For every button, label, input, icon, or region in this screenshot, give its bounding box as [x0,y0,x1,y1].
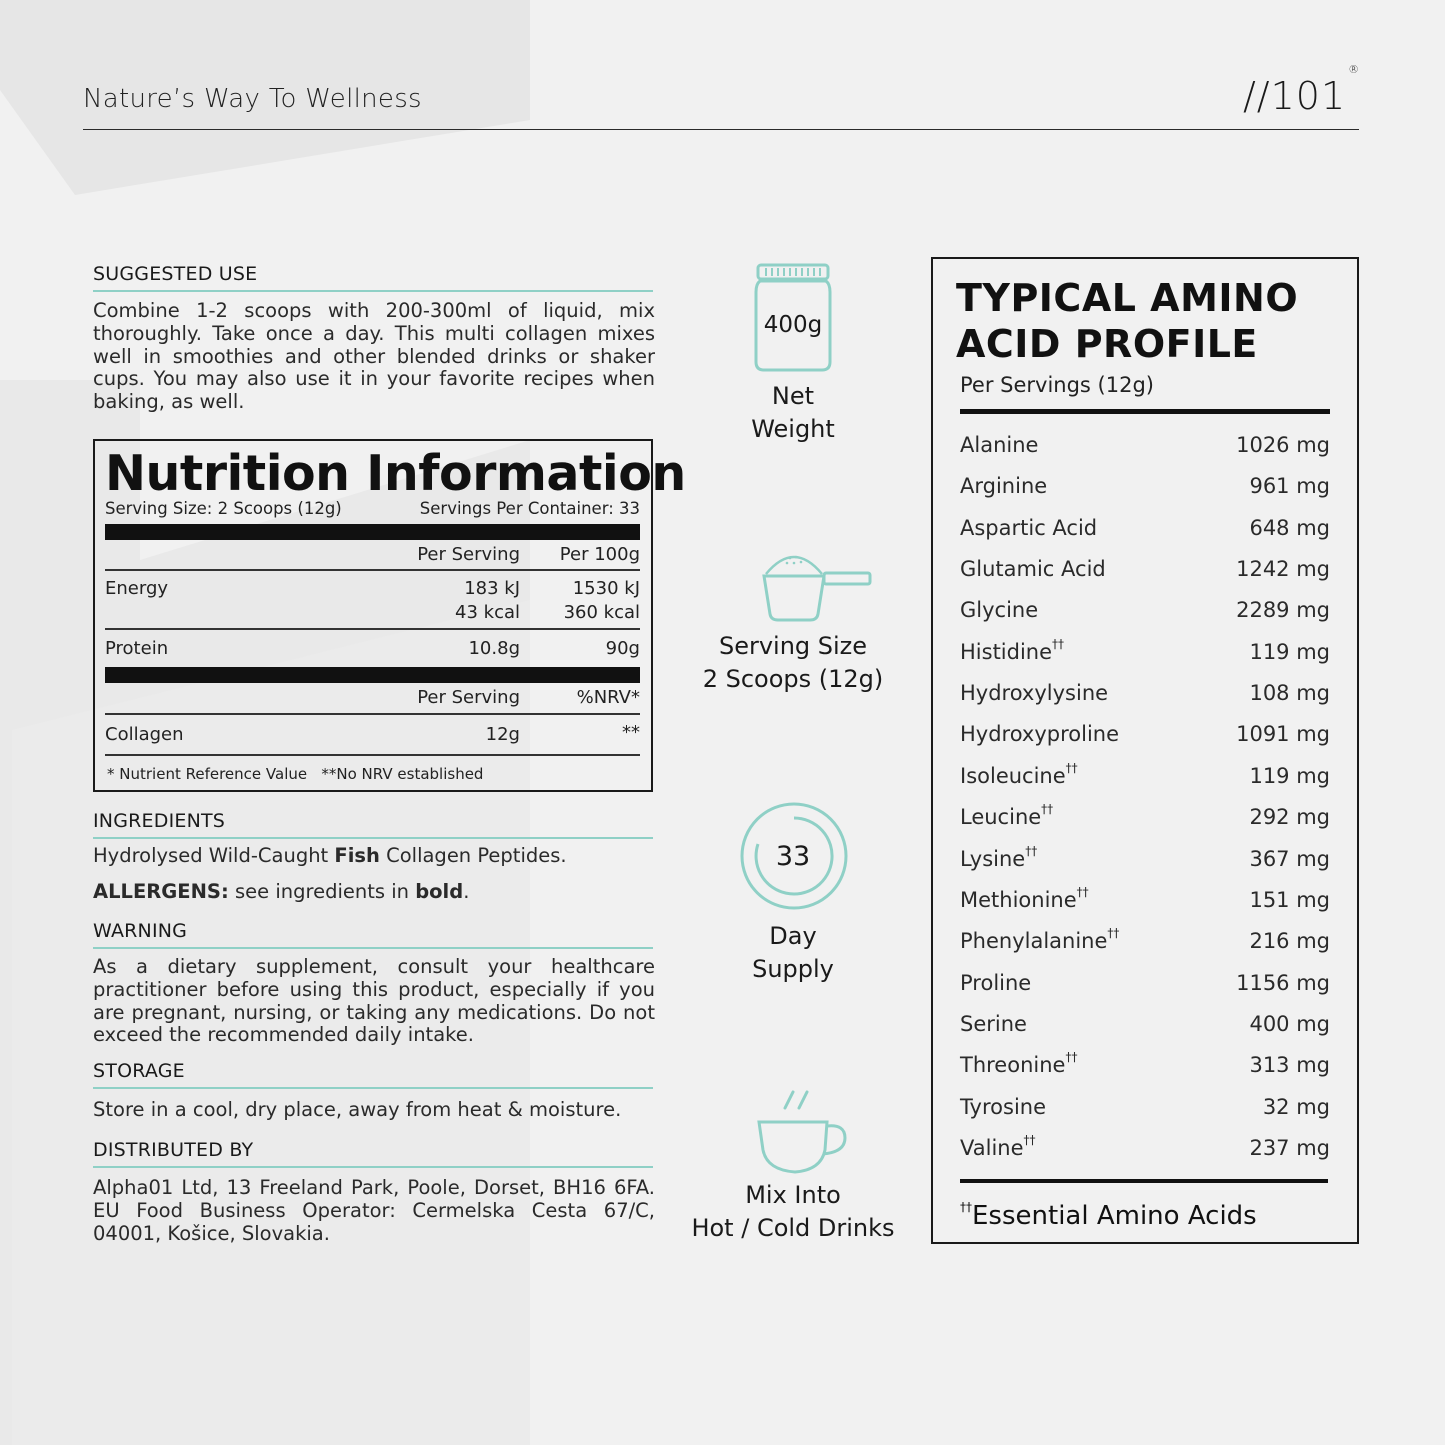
collagen-nrv: ** [622,722,640,743]
brand-logo [1243,63,1361,118]
serving-size-label [673,630,913,696]
essential-mark: †† [1065,1050,1078,1065]
amino-name: Tyrosine [960,1094,1047,1119]
amino-name-cell [960,884,1089,912]
amino-title-line: ACID PROFILE [956,322,1258,366]
amino-name: Arginine [960,474,1048,499]
amino-name-cell [960,557,1106,581]
nutrition-thick-rule [105,524,640,540]
allergens-text-part: see ingredients in [228,880,416,903]
col2-per-serving: Per Serving [417,687,520,708]
amino-value: 400 mg [1249,1011,1330,1036]
amino-value: 119 mg [1249,639,1330,664]
amino-value: 1091 mg [1236,722,1330,747]
ingredients-text-part: Hydrolysed Wild-Caught [93,844,335,867]
servings-per-container: Servings Per Container: 33 [419,499,640,518]
essential-mark: †† [1065,760,1078,775]
ingredients-text-part: Collagen Peptides. [379,844,567,867]
essential-mark: †† [1076,884,1089,899]
amino-name: Phenylalanine [960,929,1108,954]
amino-name: Alanine [960,433,1039,457]
suggested-use-heading: SUGGESTED USE [93,263,653,292]
day-supply-label [673,920,913,986]
nutrition-title: Nutrition Information [105,445,686,502]
amino-row-tyrosine [960,1095,1330,1119]
amino-value: 648 mg [1249,515,1330,540]
protein-100g: 90g [605,638,640,659]
ingredients-text [93,845,655,868]
nutrition-rule [105,754,640,756]
warning-text: As a dietary supplement, consult your healthcare practitioner before using this product, especially if you are pregnant, nursing, or taking any medications. Do not exceed the recommended daily intake. [93,955,655,1047]
amino-row-lysine [960,843,1330,871]
essential-mark: †† [1052,636,1065,651]
amino-name-cell [960,681,1108,705]
amino-acid-profile-panel [931,257,1359,1244]
registered-mark: ® [1348,63,1361,77]
cup-icon [755,1088,850,1180]
amino-row-glycine [960,598,1330,622]
amino-name: Lysine [960,846,1026,871]
energy-label: Energy [105,578,169,599]
amino-value: 32 mg [1262,1094,1330,1119]
net-weight-label [673,380,913,446]
col-per-serving: Per Serving [417,544,520,565]
amino-value: 313 mg [1249,1053,1330,1078]
amino-row-alanine [960,433,1330,457]
scoop-icon [760,548,875,627]
amino-name: Hydroxyproline [960,722,1120,747]
amino-name: Histidine [960,639,1053,664]
col-per-100g: Per 100g [559,544,640,565]
day-supply-line: Supply [752,955,834,983]
energy-kj-100g: 1530 kJ [572,578,640,599]
amino-name-cell [960,971,1031,995]
tagline: Nature’s Way To Wellness [83,84,422,114]
suggested-use-text: Combine 1-2 scoops with 200-300ml of liquid, mix thoroughly. Take once a day. This multi collagen mixes well in smoothies and other blended drinks or shaker cups. You may also use it in your favorite recipes when baking, as well. [93,299,655,414]
collagen-label: Collagen [105,724,184,745]
energy-kj-serving: 183 kJ [464,578,520,599]
amino-name: Leucine [960,805,1042,830]
essential-mark: †† [1023,1132,1036,1147]
amino-title [956,275,1298,367]
amino-name-cell [960,843,1038,871]
essential-mark: †† [1025,843,1038,858]
amino-name-cell [960,722,1119,746]
amino-value: 2289 mg [1236,598,1330,623]
amino-row-aspartic-acid [960,516,1330,540]
mix-into-line: Mix Into [745,1181,841,1209]
amino-name-cell [960,926,1120,954]
amino-name-cell [960,802,1054,830]
amino-row-phenylalanine [960,926,1330,954]
allergens-text [93,881,655,904]
amino-value: 1156 mg [1236,970,1330,995]
storage-heading: STORAGE [93,1060,653,1089]
amino-name-cell [960,760,1078,788]
amino-value: 961 mg [1249,474,1330,499]
amino-name-cell [960,598,1038,622]
amino-name: Aspartic Acid [960,515,1098,540]
warning-heading: WARNING [93,920,653,949]
amino-value: 151 mg [1249,887,1330,912]
amino-name: Valine [960,1135,1024,1160]
net-weight-line: Net [771,382,815,410]
amino-name: Methionine [960,887,1077,912]
amino-value: 216 mg [1249,929,1330,954]
essential-mark: †† [960,1200,972,1215]
amino-name-cell [960,1012,1027,1036]
nutrition-footnote: * Nutrient Reference Value **No NRV established [107,765,484,783]
allergens-bold-word: bold [415,880,464,903]
col2-nrv: %NRV* [576,687,640,708]
collagen-serving: 12g [485,724,520,745]
amino-row-serine [960,1012,1330,1036]
net-weight-line: Weight [751,415,835,443]
ingredients-allergen-word: Fish [334,844,380,867]
serving-size-line: Serving Size [718,632,868,660]
amino-name-cell [960,636,1065,664]
amino-name: Threonine [960,1053,1066,1078]
distributed-heading: DISTRIBUTED BY [93,1139,653,1168]
amino-footnote [960,1201,1257,1231]
amino-name-cell [960,433,1038,457]
protein-serving: 10.8g [468,638,520,659]
essential-mark: †† [1107,926,1120,941]
storage-text: Store in a cool, dry place, away from heat & moisture. [93,1098,622,1121]
amino-name: Hydroxylysine [960,681,1109,706]
amino-name: Serine [960,1011,1027,1036]
amino-name: Proline [960,970,1032,995]
header-divider [83,129,1359,130]
ingredients-heading: INGREDIENTS [93,810,653,839]
amino-name-cell [960,1132,1036,1160]
net-weight-value: 400g [763,312,823,338]
serving-size: Serving Size: 2 Scoops (12g) [105,499,342,518]
allergens-text-part: . [463,880,470,903]
amino-value: 292 mg [1249,805,1330,830]
amino-name-cell [960,1050,1078,1078]
amino-top-rule [960,409,1330,414]
amino-row-proline [960,971,1330,995]
brand-logo-text: //101 [1243,74,1347,118]
amino-row-histidine [960,636,1330,664]
amino-row-glutamic-acid [960,557,1330,581]
amino-row-valine [960,1132,1330,1160]
distributed-text: Alpha01 Ltd, 13 Freeland Park, Poole, Dorset, BH16 6FA. EU Food Business Operator: Cermelska Cesta 67/C, 04001, Košice, Slovakia. [93,1176,655,1245]
amino-footnote-text: Essential Amino Acids [972,1201,1257,1231]
amino-name-cell [960,516,1097,540]
mix-into-label [673,1179,913,1245]
nutrition-thick-rule [105,667,640,683]
amino-value: 119 mg [1249,763,1330,788]
amino-value: 108 mg [1249,681,1330,706]
protein-label: Protein [105,638,169,659]
amino-row-hydroxylysine [960,681,1330,705]
nutrition-rule [105,713,640,715]
amino-name: Glutamic Acid [960,557,1106,582]
amino-name-cell [960,474,1047,498]
amino-row-methionine [960,884,1330,912]
serving-size-line: 2 Scoops (12g) [702,665,884,693]
essential-mark: †† [1041,802,1054,817]
energy-kcal-100g: 360 kcal [563,602,640,623]
amino-value: 1026 mg [1236,433,1330,457]
nutrition-serving-info [105,499,640,518]
amino-row-isoleucine [960,760,1330,788]
amino-bottom-rule [960,1179,1328,1183]
nutrition-rule [105,569,640,571]
amino-value: 1242 mg [1236,557,1330,582]
day-supply-line: Day [769,922,817,950]
amino-name-cell [960,1095,1046,1119]
amino-title-line: TYPICAL AMINO [956,276,1299,320]
day-supply-value: 33 [775,841,811,872]
allergens-label: ALLERGENS: [93,880,229,903]
amino-value: 367 mg [1249,846,1330,871]
amino-value: 237 mg [1249,1135,1330,1160]
amino-row-arginine [960,474,1330,498]
energy-kcal-serving: 43 kcal [455,602,520,623]
amino-name: Glycine [960,598,1039,623]
amino-row-hydroxyproline [960,722,1330,746]
nutrition-information-panel [93,439,686,792]
amino-subtitle: Per Servings (12g) [960,373,1154,397]
amino-row-threonine [960,1050,1330,1078]
mix-into-line: Hot / Cold Drinks [691,1214,895,1242]
amino-row-leucine [960,802,1330,830]
amino-name: Isoleucine [960,763,1066,788]
nutrition-rule [105,628,640,630]
